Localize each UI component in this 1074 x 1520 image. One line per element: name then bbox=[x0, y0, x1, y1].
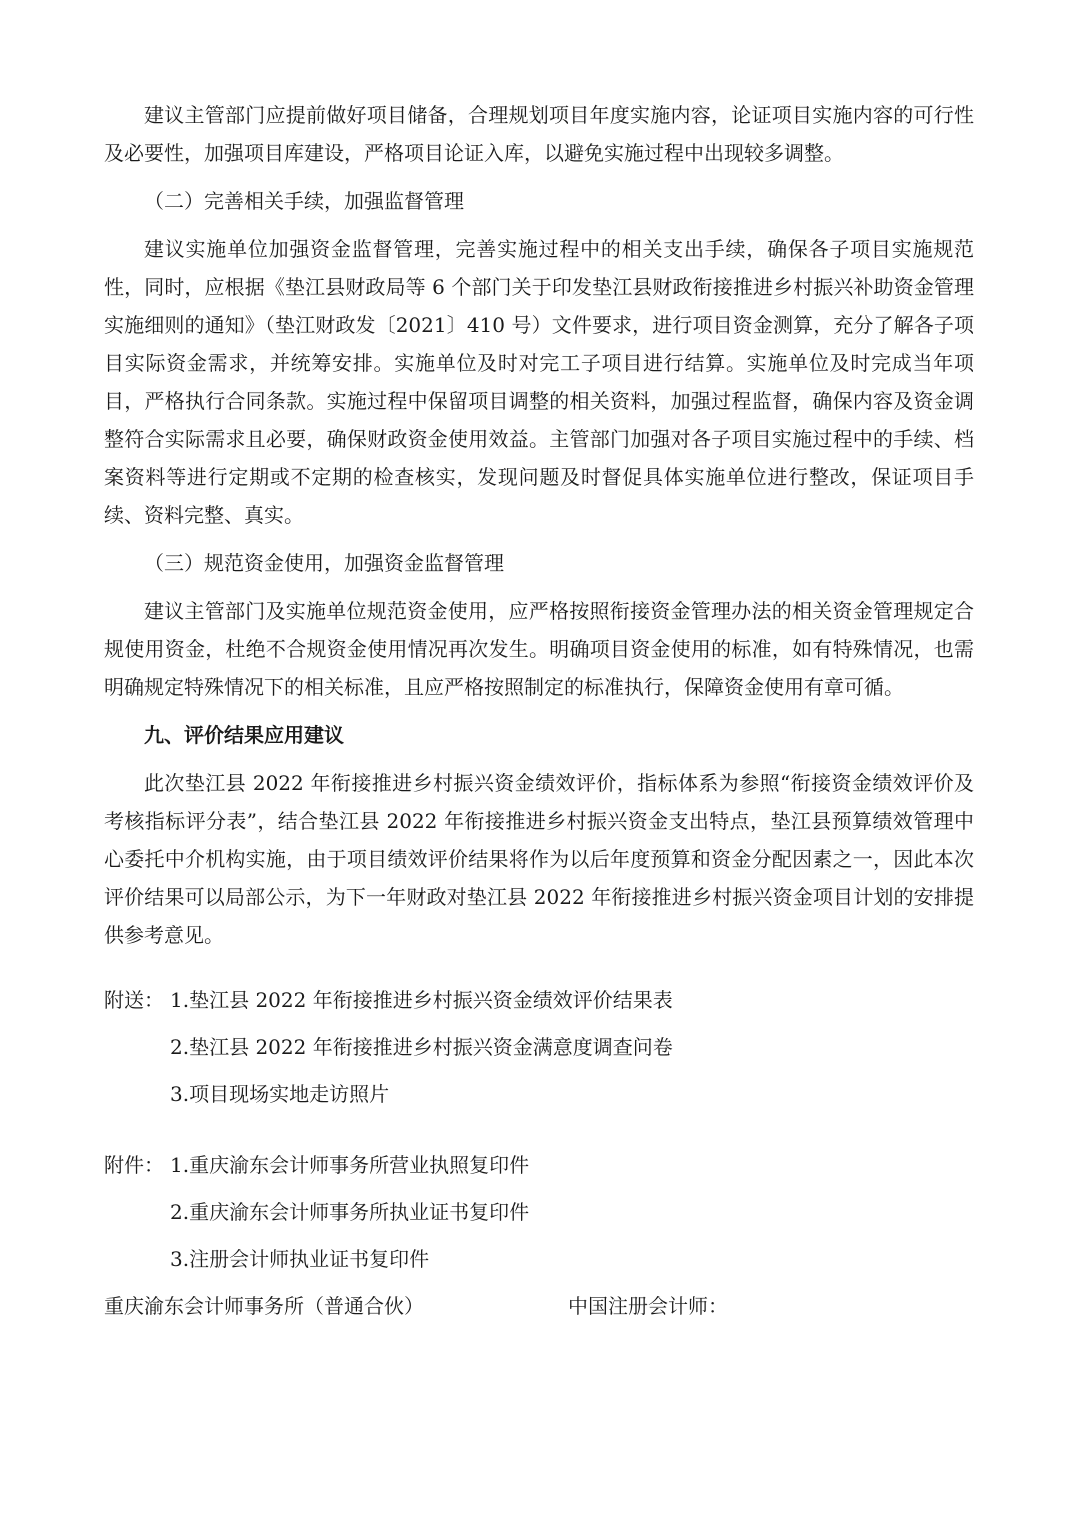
fujian-label: 附件： bbox=[104, 1153, 164, 1177]
cpa-signature: 中国注册会计师： bbox=[568, 1294, 728, 1318]
paragraph-results-application: 此次垫江县 2022 年衔接推进乡村振兴资金绩效评价，指标体系为参照“衔接资金绩效评价及考核指标评分表”，结合垫江县 2022 年衔接推进乡村振兴资金支出特点，垫江县预算绩效管理中心委托中介机构实施，由于项目绩效评价结果将作为以后年度预算和资金分配因素之一，因此本次评价结果可以局部公示，为下一年财政对垫江县 2022 年衔接推进乡村振兴资金项目计划的安排提供参考意见。 bbox=[104, 771, 974, 947]
fujian-list bbox=[104, 1153, 974, 1271]
section-title-results-application: 九、评价结果应用建议 bbox=[144, 723, 344, 747]
subheading-procedures: （二）完善相关手续，加强监督管理 bbox=[144, 189, 464, 213]
paragraph-procedures: 建议实施单位加强资金监督管理，完善实施过程中的相关支出手续，确保各子项目实施规范性，同时，应根据《垫江县财政局等 6 个部门关于印发垫江县财政衔接推进乡村振兴补助资金管理实施细则的通知》（垫江财政发〔2021〕410 号）文件要求，进行项目资金测算，充分了解各子项目实际资金需求，并统筹安排。实施单位及时对完工子项目进行结算。实施单位及时完成当年项目，严格执行合同条款。实施过程中保留项目调整的相关资料，加强过程监督，确保内容及资金调整符合实际需求且必要，确保财政资金使用效益。主管部门加强对各子项目实施过程中的手续、档案资料等进行定期或不定期的检查核实，发现问题及时督促具体实施单位进行整改，保证项目手续、资料完整、真实。 bbox=[104, 237, 974, 527]
paragraph-project-reserve: 建议主管部门应提前做好项目储备，合理规划项目年度实施内容，论证项目实施内容的可行性及必要性，加强项目库建设，严格项目论证入库，以避免实施过程中出现较多调整。 bbox=[104, 103, 974, 165]
fusong-item-1: 1.垫江县 2022 年衔接推进乡村振兴资金绩效评价结果表 bbox=[170, 988, 673, 1012]
fusong-list bbox=[104, 988, 974, 1106]
fujian-item-1: 1.重庆渝东会计师事务所营业执照复印件 bbox=[170, 1153, 530, 1177]
subheading-fund-use: （三）规范资金使用，加强资金监督管理 bbox=[144, 551, 504, 575]
fujian-item-3: 3.注册会计师执业证书复印件 bbox=[170, 1247, 430, 1271]
signature-row bbox=[104, 1294, 974, 1318]
fusong-label: 附送： bbox=[104, 988, 164, 1012]
document-page bbox=[104, 96, 974, 1318]
fusong-item-3: 3.项目现场实地走访照片 bbox=[170, 1082, 390, 1106]
fusong-item-2: 2.垫江县 2022 年衔接推进乡村振兴资金满意度调查问卷 bbox=[170, 1035, 673, 1059]
firm-signature: 重庆渝东会计师事务所（普通合伙） bbox=[104, 1294, 424, 1318]
paragraph-fund-use: 建议主管部门及实施单位规范资金使用，应严格按照衔接资金管理办法的相关资金管理规定合规使用资金，杜绝不合规资金使用情况再次发生。明确项目资金使用的标准，如有特殊情况，也需明确规定特殊情况下的相关标准，且应严格按照制定的标准执行，保障资金使用有章可循。 bbox=[104, 599, 974, 699]
fujian-item-2: 2.重庆渝东会计师事务所执业证书复印件 bbox=[170, 1200, 530, 1224]
